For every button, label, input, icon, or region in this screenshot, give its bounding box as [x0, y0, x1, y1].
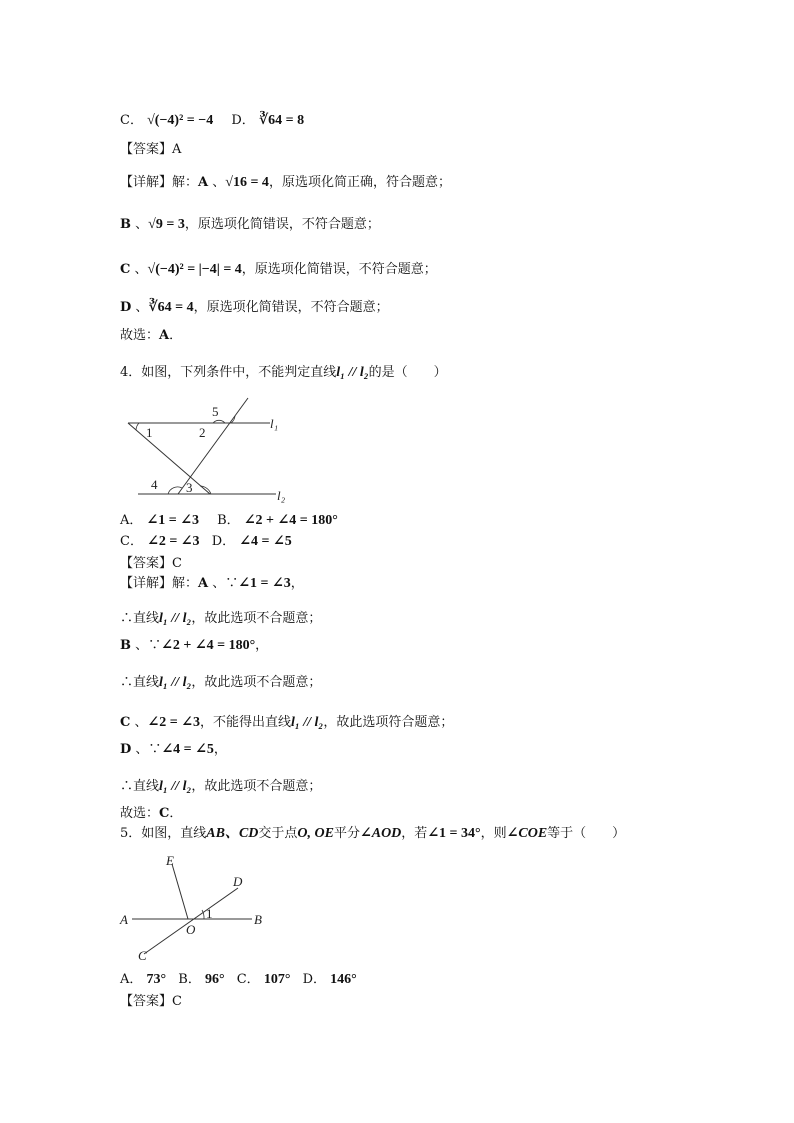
options-q5: A． 73° B． 96° C． 107° D． 146°	[120, 972, 357, 987]
explanation-d-conclusion-q4: ∴直线l₁ // l₂，故此选项不合题意；	[120, 779, 322, 794]
option-row-c-d-q3	[120, 112, 304, 130]
figure-parallel-lines	[120, 392, 300, 508]
fig1-angle-4: 4	[151, 477, 158, 492]
answer-q5: 【答案】C	[120, 994, 182, 1009]
answer-q4: 【答案】C	[120, 556, 182, 571]
answer-q3: 【答案】A	[120, 142, 182, 157]
fig2-angle-1: 1	[206, 906, 213, 921]
fig2-point-o: O	[186, 922, 196, 937]
explanation-a-q3: 【详解】解：A 、√16 = 4，原选项化简正确，符合题意；	[120, 175, 451, 190]
option-d-label: D．	[231, 113, 255, 128]
explanation-b-conclusion-q4: ∴直线l₁ // l₂，故此选项不合题意；	[120, 675, 322, 690]
explanation-c-q4: C 、∠2 = ∠3，不能得出直线l₁ // l₂，故此选项符合题意；	[120, 715, 454, 730]
fig1-line-l2-label: l₂	[277, 488, 286, 503]
fig2-point-a: A	[120, 912, 128, 927]
options-a-b-q4: A． ∠1 = ∠3 B． ∠2 + ∠4 = 180°	[120, 513, 338, 528]
conclusion-q3: 故选：A．	[120, 328, 183, 343]
question-4-stem: 4．如图，下列条件中，不能判定直线l₁ // l₂的是（ ）	[120, 365, 447, 380]
fig2-point-b: B	[254, 912, 262, 927]
fig1-angle-1: 1	[146, 425, 153, 440]
explanation-b-q3: B 、√9 = 3，原选项化简错误，不符合题意；	[120, 217, 380, 232]
explanation-b-q4: B 、∵∠2 + ∠4 = 180°，	[120, 638, 269, 653]
option-d-formula: ∛64 = 8	[258, 113, 305, 128]
fig2-point-d: D	[233, 874, 243, 889]
fig2-point-e: E	[166, 853, 174, 868]
fig1-line-l1-label: l₁	[270, 416, 279, 431]
explanation-c-q3: C 、√(−4)² = |−4| = 4，原选项化简错误，不符合题意；	[120, 262, 437, 277]
figure-intersecting-lines	[118, 850, 268, 968]
fig1-angle-2: 2	[199, 425, 206, 440]
options-c-d-q4: C． ∠2 = ∠3 D． ∠4 = ∠5	[120, 534, 292, 549]
question-5-stem: 5．如图，直线AB、CD交于点O, OE平分∠AOD，若∠1 = 34°，则∠COE等于（ ）	[120, 826, 626, 841]
fig1-angle-3: 3	[186, 480, 193, 495]
explanation-d-q3: D 、∛64 = 4，原选项化简错误，不符合题意；	[120, 300, 389, 315]
option-c-label: C．	[120, 113, 143, 128]
conclusion-q4: 故选：C．	[120, 806, 183, 821]
fig1-angle-5: 5	[212, 404, 219, 419]
explanation-d-q4: D 、∵∠4 = ∠5，	[120, 742, 227, 757]
option-c-formula: √(−4)² = −4	[147, 113, 214, 128]
explanation-a-conclusion-q4: ∴直线l₁ // l₂，故此选项不合题意；	[120, 611, 322, 626]
fig2-point-c: C	[138, 948, 147, 963]
explanation-a-q4: 【详解】解：A 、∵∠1 = ∠3，	[120, 576, 304, 591]
